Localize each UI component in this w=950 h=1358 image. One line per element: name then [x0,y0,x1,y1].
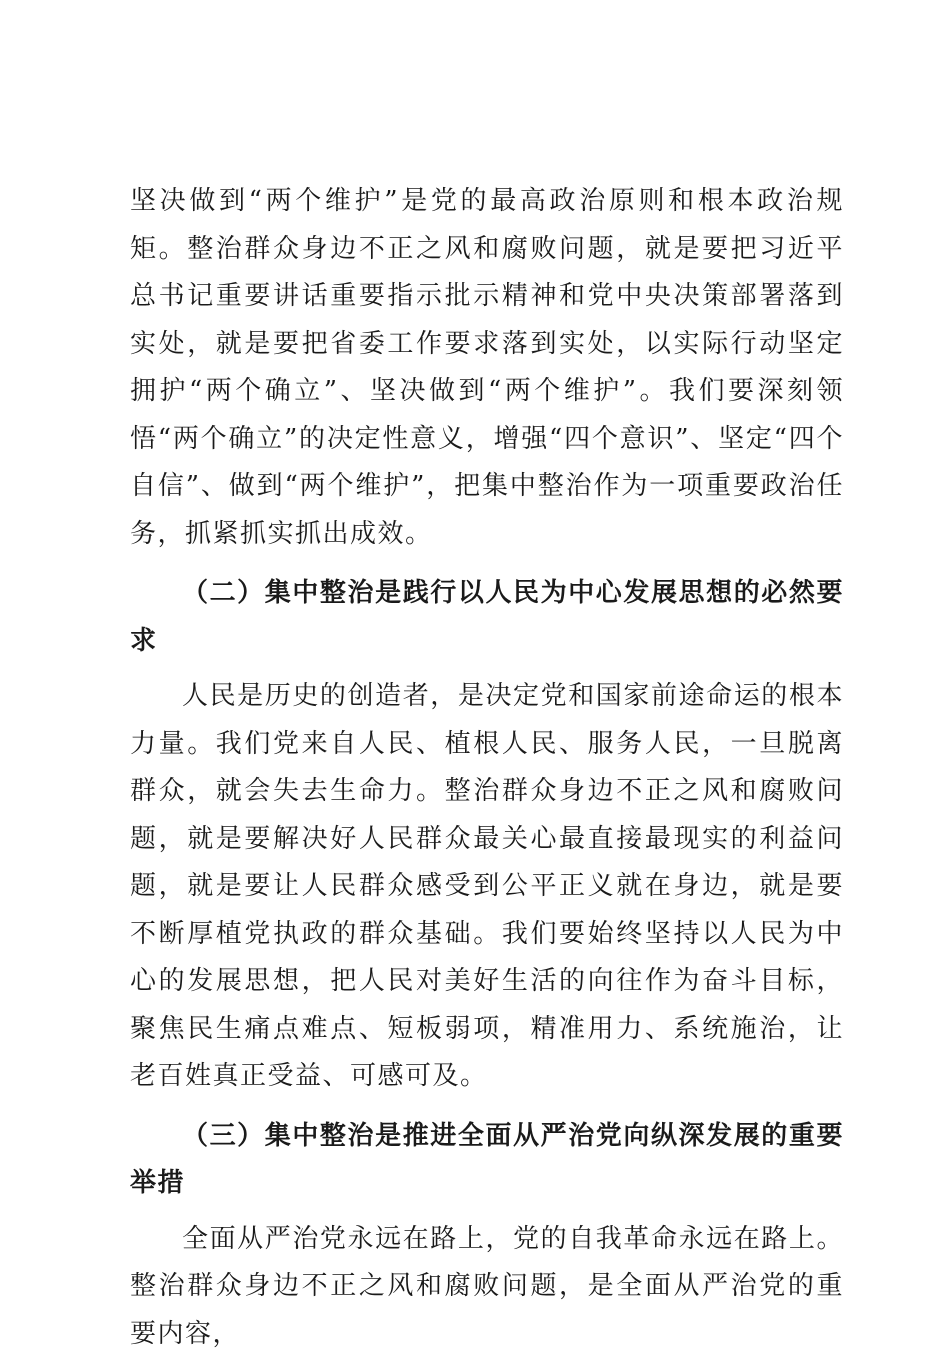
document-page [130,178,844,1358]
paragraph-people-centered: 人民是历史的创造者，是决定党和国家前途命运的根本力量。我们党来自人民、植根人民、服务人民，一旦脱离群众，就会失去生命力。整治群众身边不正之风和腐败问题，就是要解决好人民群众最关心最直接最现实的利益问题，就是要让人民群众感受到公平正义就在身边，就是要不断厚植党执政的群众基础。我们要始终坚持以人民为中心的发展思想，把人民对美好生活的向往作为奋斗目标，聚焦民生痛点难点、短板弱项，精准用力、系统施治，让老百姓真正受益、可感可及。 [130,673,844,1101]
section-heading-3: （三）集中整治是推进全面从严治党向纵深发展的重要举措 [130,1113,844,1208]
section-heading-2: （二）集中整治是践行以人民为中心发展思想的必然要求 [130,570,844,665]
paragraph-party-discipline: 全面从严治党永远在路上，党的自我革命永远在路上。整治群众身边不正之风和腐败问题，是全面从严治党的重要内容， [130,1216,844,1358]
paragraph-two-safeguards: 坚决做到“两个维护”是党的最高政治原则和根本政治规矩。整治群众身边不正之风和腐败问题，就是要把习近平总书记重要讲话重要指示批示精神和党中央决策部署落到实处，就是要把省委工作要求落到实处，以实际行动坚定拥护“两个确立”、坚决做到“两个维护”。我们要深刻领悟“两个确立”的决定性意义，增强“四个意识”、坚定“四个自信”、做到“两个维护”，把集中整治作为一项重要政治任务，抓紧抓实抓出成效。 [130,178,844,558]
